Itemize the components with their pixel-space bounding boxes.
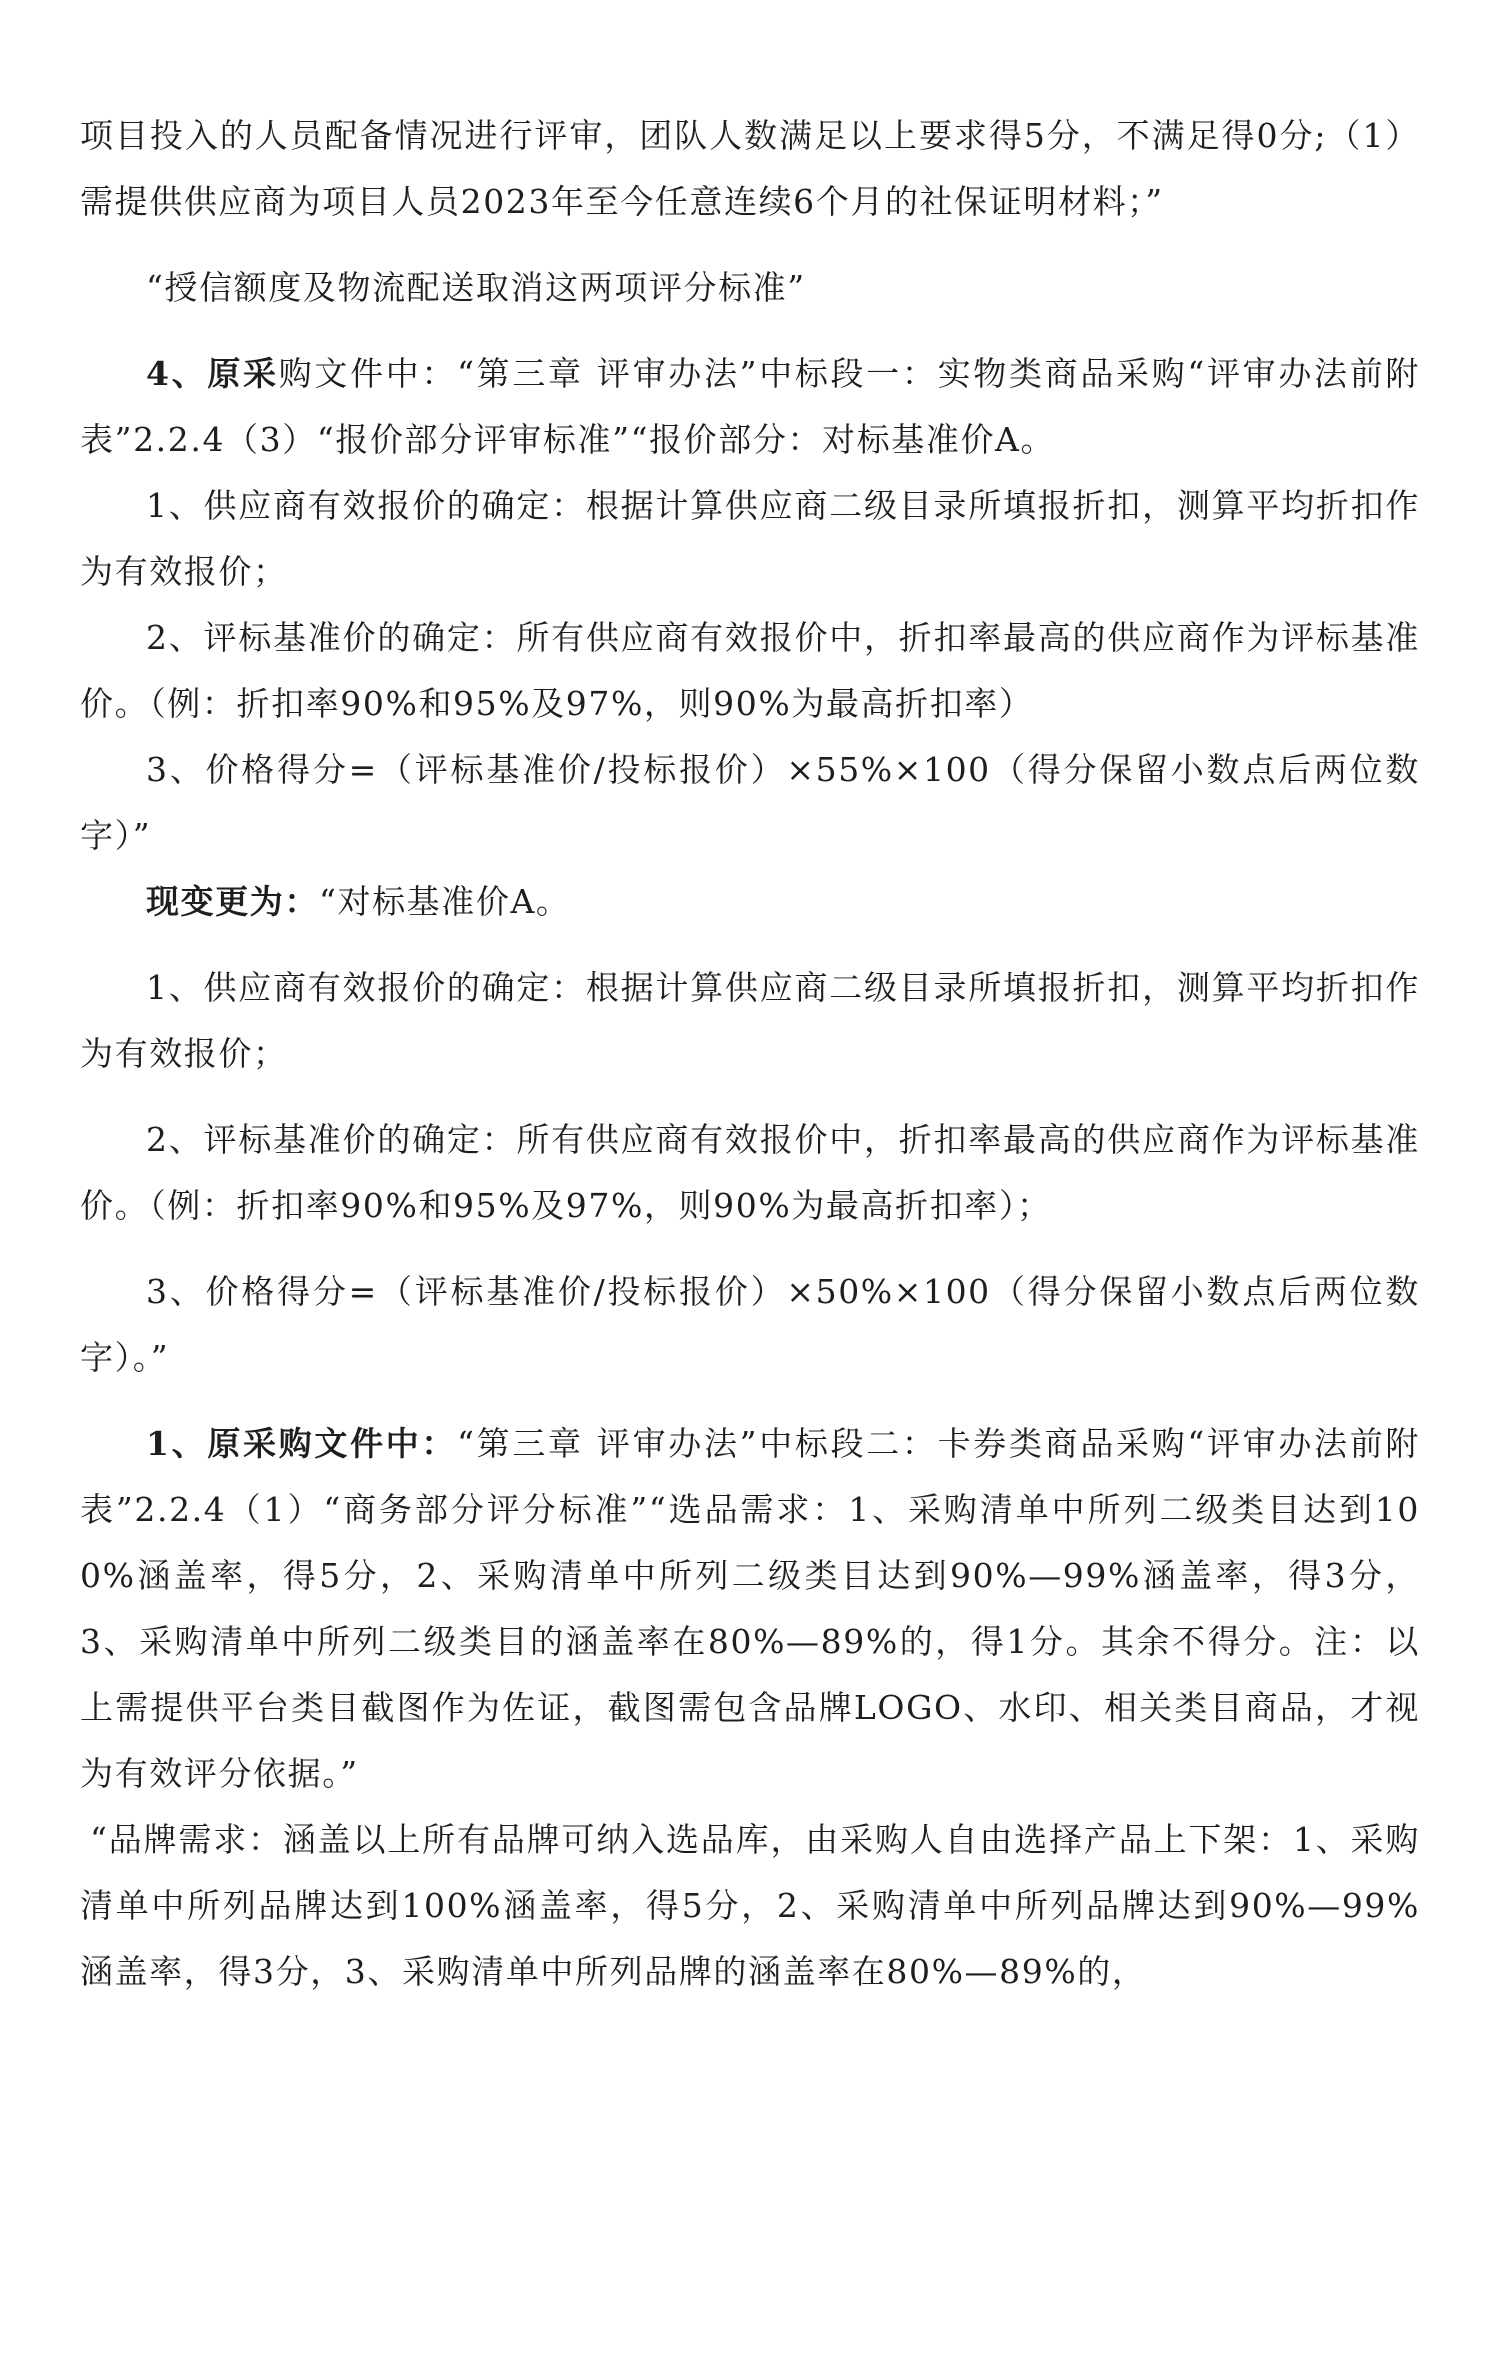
paragraph-changed-item2: 2、评标基准价的确定：所有供应商有效报价中，折扣率最高的供应商作为评标基准价。（例：折扣率90%和95%及97%，则90%为最高折扣率）； [80, 1120, 1420, 1225]
paragraph-changed-to [80, 869, 1420, 935]
paragraph-original-section2-business [80, 1411, 1420, 1807]
original-section2-label: 1、原采购文件中： [146, 1424, 458, 1463]
paragraph-original-item3: 3、价格得分=（评标基准价/投标报价）×55%×100（得分保留小数点后两位数字）” [80, 750, 1420, 855]
paragraph-original-section1-price [80, 341, 1420, 473]
paragraph-original-item2: 2、评标基准价的确定：所有供应商有效报价中，折扣率最高的供应商作为评标基准价。（例：折扣率90%和95%及97%，则90%为最高折扣率） [80, 618, 1420, 723]
paragraph-brand-requirement: “品牌需求：涵盖以上所有品牌可纳入选品库，由采购人自由选择产品上下架：1、采购清单中所列品牌达到100%涵盖率，得5分，2、采购清单中所列品牌达到90%—99%涵盖率，得3分，3、采购清单中所列品牌的涵盖率在80%—89%的， [80, 1820, 1420, 1991]
paragraph-credit-logistics-removed: “授信额度及物流配送取消这两项评分标准” [146, 268, 806, 307]
original-label: 4、原采 [146, 354, 279, 393]
changed-label: 现变更为： [146, 882, 319, 921]
paragraph-changed-item1: 1、供应商有效报价的确定：根据计算供应商二级目录所填报折扣，测算平均折扣作为有效报价； [80, 968, 1420, 1073]
original-text: 购文件中：“第三章 评审办法”中标段一：实物类商品采购“评审办法前附表”2.2.4（3）“报价部分评审标准”“报价部分：对标基准价A。 [80, 354, 1420, 459]
paragraph-original-item1: 1、供应商有效报价的确定：根据计算供应商二级目录所填报折扣，测算平均折扣作为有效报价； [80, 486, 1420, 591]
paragraph-team-staffing: 项目投入的人员配备情况进行评审，团队人数满足以上要求得5分，不满足得0分;（1）需提供供应商为项目人员2023年至今任意连续6个月的社保证明材料；” [80, 116, 1420, 221]
changed-text: “对标基准价A。 [319, 882, 571, 921]
original-section2-text: “第三章 评审办法”中标段二：卡券类商品采购“评审办法前附表”2.2.4（1）“商务部分评分标准”“选品需求：1、采购清单中所列二级类目达到100%涵盖率，得5分，2、采购清单中所列二级类目达到90%—99%涵盖率，得3分，3、采购清单中所列二级类目的涵盖率在80%—89%的，得1分。其余不得分。注：以上需提供平台类目截图作为佐证，截图需包含品牌LOGO、水印、相关类目商品，才视为有效评分依据。” [80, 1424, 1420, 1793]
paragraph-changed-item3: 3、价格得分=（评标基准价/投标报价）×50%×100（得分保留小数点后两位数字）。” [80, 1272, 1420, 1377]
